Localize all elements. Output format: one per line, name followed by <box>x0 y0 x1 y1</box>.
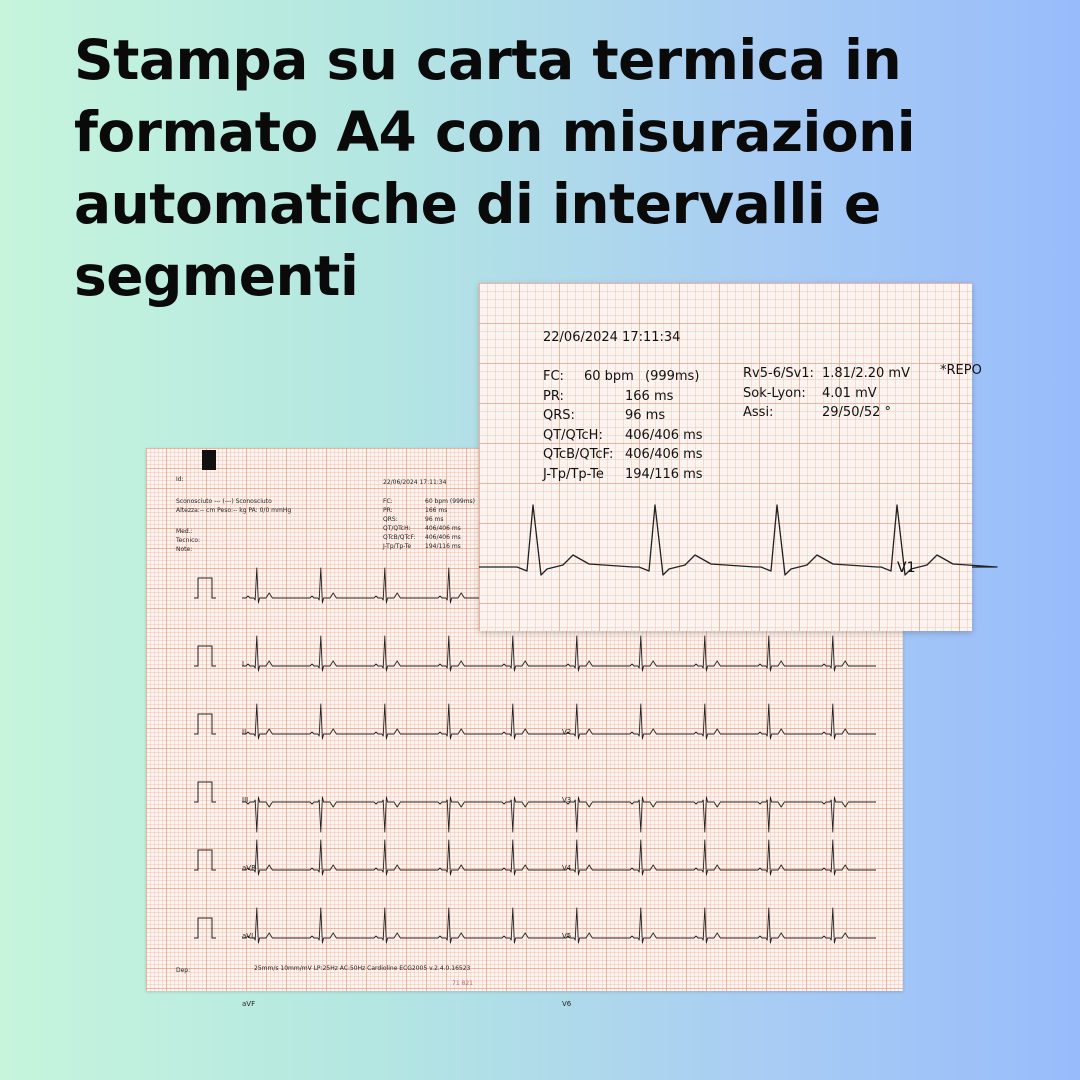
zoom-measurement-value: 406/406 ms <box>625 427 703 443</box>
calibration-pulse <box>194 850 216 870</box>
measurement-value: 96 ms <box>425 516 444 523</box>
report-tag: *REPO <box>940 363 982 378</box>
lead-label-right: V5 <box>562 932 572 940</box>
zoom-ecg-lead-trace <box>479 505 997 575</box>
id-label: Id: <box>176 476 184 483</box>
zoom-lead-label: V1 <box>897 560 916 576</box>
zoom-measurement-label: PR: <box>543 388 564 404</box>
field-note: Note: <box>176 546 193 553</box>
sheet-footer: 25mm/s 10mm/mV LP:25Hz AC:50Hz Cardioline ECG2005 v.2.4.0.16523 <box>254 965 471 972</box>
footer-dep: Dep: <box>176 967 191 974</box>
zoom-measurement-value: 166 ms <box>625 388 674 404</box>
measurement-value: 194/116 ms <box>425 543 461 550</box>
ecg-lead-trace <box>242 840 876 875</box>
zoom-measurement-extra: (999ms) <box>645 369 700 384</box>
zoomed-printout-detail <box>479 283 982 631</box>
zoom-ecg-trace <box>479 283 972 631</box>
field-med: Med.: <box>176 528 193 535</box>
zoom-measurement-label: Sok-Lyon: <box>743 385 806 401</box>
measurement-label: PR: <box>383 507 393 514</box>
calibration-pulse <box>194 646 216 666</box>
lead-label-left: III <box>242 796 249 804</box>
headline-line-2: formato A4 con misurazioni <box>74 100 916 164</box>
ecg-lead-trace <box>242 704 876 739</box>
zoom-measurement-label: Assi: <box>743 405 774 420</box>
calibration-pulse <box>194 782 216 802</box>
zoom-measurement-label: J-Tp/Tp-Te <box>543 466 604 482</box>
zoom-datetime: 22/06/2024 17:11:34 <box>543 330 681 345</box>
measurement-label: J-Tp/Tp-Te <box>383 543 412 550</box>
calibration-pulse <box>194 714 216 734</box>
calibration-pulse <box>194 918 216 938</box>
measurement-label: QTcB/QTcF: <box>383 534 416 541</box>
zoom-measurement-label: Rv5-6/Sv1: <box>743 366 814 381</box>
page-code: 71 821 <box>452 980 473 987</box>
zoom-measurement-value: 60 bpm <box>584 369 634 384</box>
lead-label-left: aVL <box>242 932 255 940</box>
headline <box>74 24 974 312</box>
zoom-measurement-label: FC: <box>543 369 564 384</box>
body-line: Altezza:-- cm Peso:-- kg PA: 0/0 mmHg <box>176 507 292 514</box>
zoom-measurement-value: 29/50/52 ° <box>822 405 892 420</box>
measurement-value: 60 bpm (999ms) <box>425 498 476 505</box>
lead-label-right: V3 <box>562 796 572 804</box>
lead-label-left: I <box>242 660 245 668</box>
ecg-lead-trace <box>242 797 876 832</box>
sheet-datetime: 22/06/2024 17:11:34 <box>383 479 447 486</box>
lead-label-left: II <box>242 728 247 736</box>
lead-label-left: aVR <box>242 864 256 872</box>
zoom-measurement-label: QRS: <box>543 408 575 423</box>
zoom-measurement-label: QT/QTcH: <box>543 427 603 443</box>
zoom-measurement-label: QTcB/QTcF: <box>543 447 614 462</box>
calibration-pulse <box>194 578 216 598</box>
headline-line-1: Stampa su carta termica in <box>74 28 902 92</box>
lead-label-right: V6 <box>562 1000 572 1008</box>
ecg-lead-trace <box>242 908 876 943</box>
measurement-value: 166 ms <box>425 507 448 514</box>
field-tecnico: Tecnico: <box>176 537 201 544</box>
zoom-measurement-value: 4.01 mV <box>822 385 877 401</box>
ecg-lead-trace <box>242 636 876 671</box>
lead-label-right: V2 <box>562 728 572 736</box>
measurement-label: QT/QTcH: <box>383 525 411 532</box>
headline-line-4: segmenti <box>74 244 359 308</box>
zoom-measurement-value: 406/406 ms <box>625 447 703 462</box>
patient-line: Sconosciuto --- (---) Sconosciuto <box>176 498 272 505</box>
measurement-label: QRS: <box>383 516 398 523</box>
zoom-measurement-value: 1.81/2.20 mV <box>822 366 910 381</box>
measurement-label: FC: <box>383 498 393 505</box>
headline-line-3: automatiche di intervalli e <box>74 172 881 236</box>
measurement-value: 406/406 ms <box>425 525 461 532</box>
zoom-measurement-value: 194/116 ms <box>625 466 703 482</box>
lead-label-right: V4 <box>562 864 572 872</box>
lead-label-left: aVF <box>242 1000 256 1008</box>
measurement-value: 406/406 ms <box>425 534 461 541</box>
zoom-measurement-value: 96 ms <box>625 408 666 423</box>
